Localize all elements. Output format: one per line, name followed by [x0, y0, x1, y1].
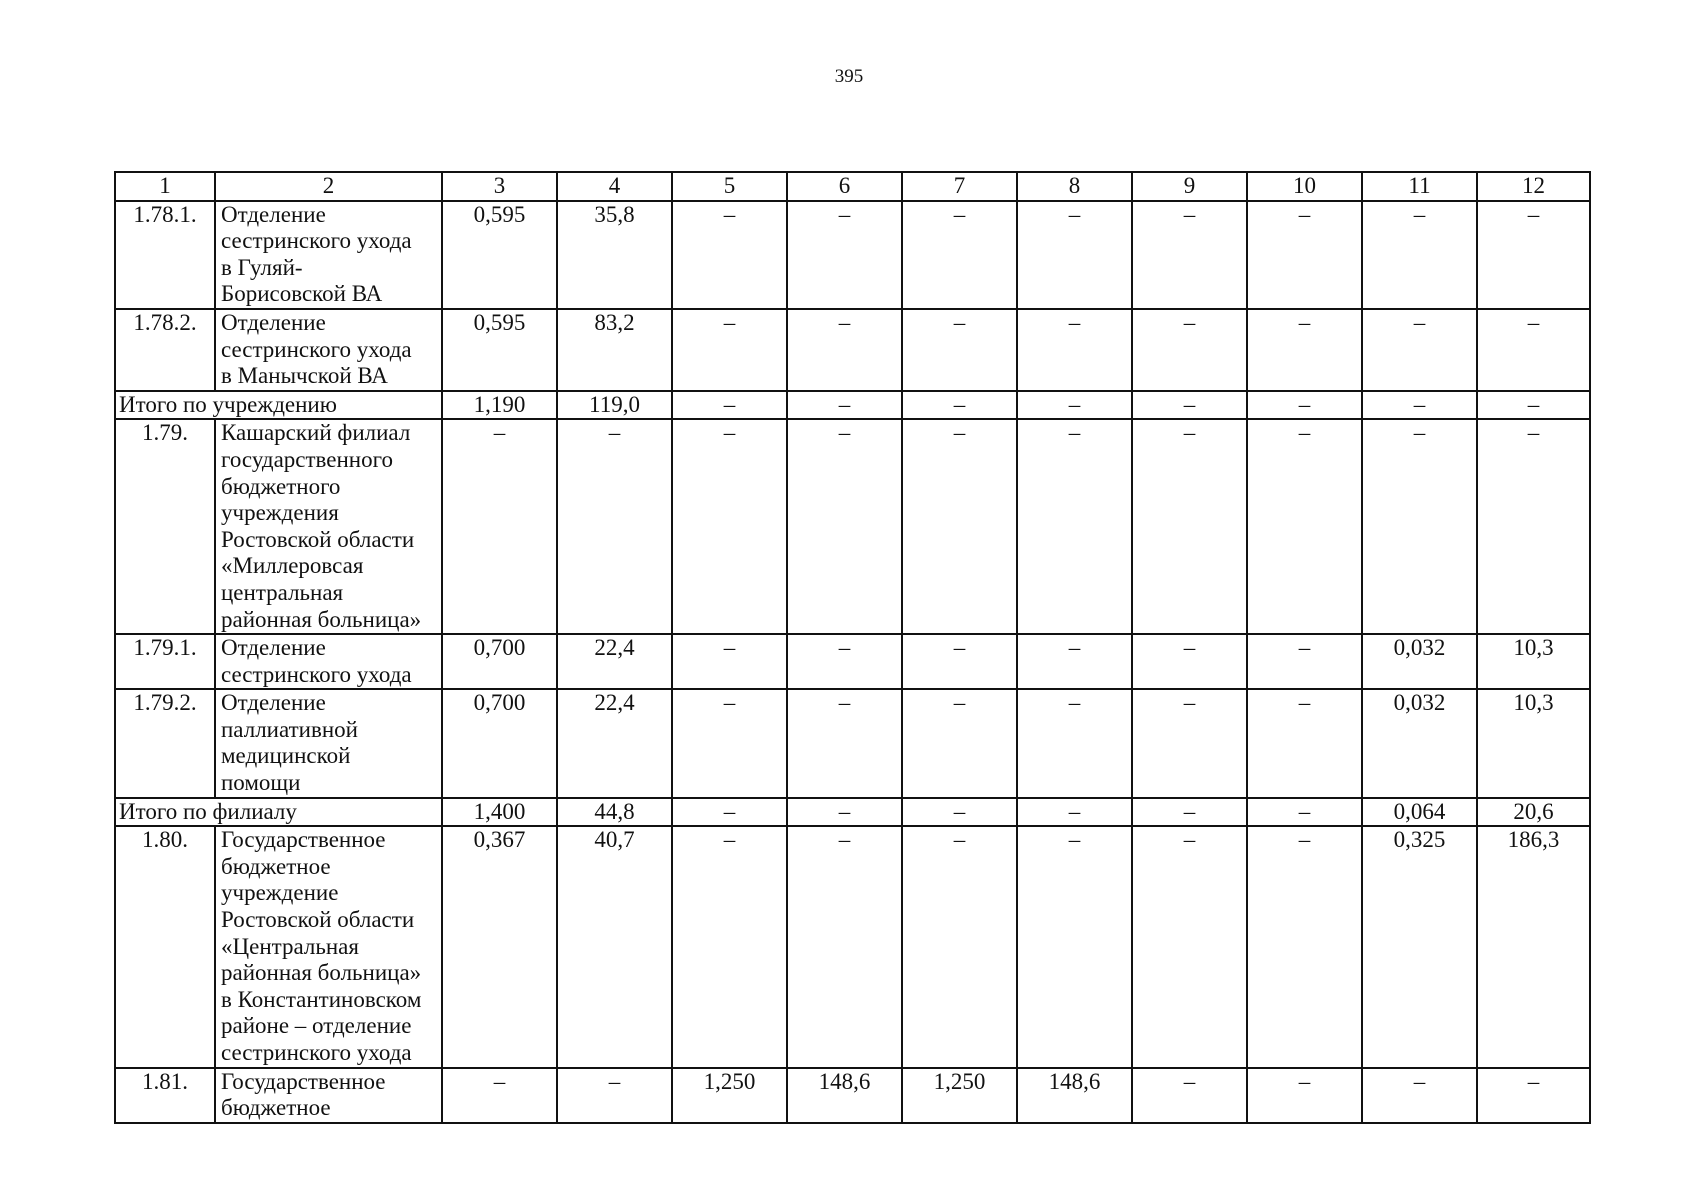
value-cell: 35,8	[557, 201, 672, 309]
value-cell: –	[557, 419, 672, 634]
name-line: сестринского ухода	[221, 1040, 412, 1065]
data-table	[114, 171, 1591, 1124]
value-cell: –	[1247, 689, 1362, 797]
value-cell: –	[1477, 201, 1590, 309]
column-header: 10	[1247, 172, 1362, 201]
value-cell: –	[1247, 391, 1362, 420]
name-line: Ростовской области	[221, 907, 415, 933]
row-number: 1.80.	[115, 826, 215, 1067]
value-cell: 0,064	[1362, 798, 1477, 827]
name-line: районная больница»	[221, 606, 422, 632]
value-cell: 40,7	[557, 826, 672, 1067]
value-cell: –	[1477, 391, 1590, 420]
value-cell: 148,6	[1017, 1068, 1132, 1123]
name-line: Борисовской ВА	[221, 281, 383, 307]
institution-name	[215, 201, 442, 309]
row-number: 1.81.	[115, 1068, 215, 1123]
value-cell: 10,3	[1477, 634, 1590, 689]
table-row	[115, 689, 1590, 797]
table-row	[115, 826, 1590, 1067]
value-cell: 148,6	[787, 1068, 902, 1123]
value-cell: –	[1017, 201, 1132, 309]
value-cell: 1,400	[442, 798, 557, 827]
name-line: бюджетного	[221, 473, 341, 499]
value-cell: –	[1017, 309, 1132, 391]
name-line: Кашарский филиал	[221, 420, 411, 446]
value-cell: –	[1477, 309, 1590, 391]
value-cell: –	[902, 798, 1017, 827]
value-cell: –	[787, 634, 902, 689]
value-cell: 0,700	[442, 689, 557, 797]
value-cell: –	[1362, 1068, 1477, 1123]
value-cell: –	[902, 826, 1017, 1067]
name-line: районная больница»	[221, 960, 422, 986]
name-line: учреждение	[221, 880, 339, 906]
name-line: сестринского ухода	[221, 336, 412, 362]
row-number: 1.78.2.	[115, 309, 215, 391]
name-line: сестринского ухода	[221, 661, 412, 687]
value-cell: –	[1247, 634, 1362, 689]
value-cell: 10,3	[1477, 689, 1590, 797]
value-cell: 0,325	[1362, 826, 1477, 1067]
value-cell: –	[787, 826, 902, 1067]
value-cell: –	[1017, 826, 1132, 1067]
name-line: бюджетное	[221, 853, 331, 879]
total-row	[115, 391, 1590, 420]
value-cell: –	[1362, 309, 1477, 391]
value-cell: –	[1247, 798, 1362, 827]
value-cell: –	[1477, 1068, 1590, 1123]
institution-name	[215, 634, 442, 689]
value-cell: –	[1477, 419, 1590, 634]
total-row	[115, 798, 1590, 827]
column-header: 12	[1477, 172, 1590, 201]
name-line: Отделение	[221, 309, 326, 335]
name-line: в Константиновском	[221, 986, 422, 1012]
value-cell: –	[1362, 419, 1477, 634]
column-header: 4	[557, 172, 672, 201]
table-row	[115, 1068, 1590, 1123]
name-line: районе – отделение	[221, 1013, 412, 1039]
value-cell: –	[1017, 391, 1132, 420]
table-row	[115, 201, 1590, 309]
row-number: 1.79.1.	[115, 634, 215, 689]
column-header: 7	[902, 172, 1017, 201]
value-cell: –	[902, 309, 1017, 391]
value-cell: 119,0	[557, 391, 672, 420]
name-line: Государственное	[221, 827, 386, 853]
value-cell: –	[902, 419, 1017, 634]
row-number: 1.79.2.	[115, 689, 215, 797]
column-header: 8	[1017, 172, 1132, 201]
value-cell: –	[787, 798, 902, 827]
value-cell: –	[1247, 419, 1362, 634]
name-line: в Манычской ВА	[221, 363, 388, 389]
table-row	[115, 419, 1590, 634]
value-cell: –	[787, 309, 902, 391]
name-line: в Гуляй-	[221, 254, 303, 280]
value-cell: 1,250	[902, 1068, 1017, 1123]
value-cell: –	[1017, 689, 1132, 797]
value-cell: –	[902, 201, 1017, 309]
name-line: сестринского ухода	[221, 228, 412, 254]
value-cell: –	[1132, 798, 1247, 827]
value-cell: 83,2	[557, 309, 672, 391]
name-line: «Центральная	[221, 933, 359, 959]
institution-name	[215, 1068, 442, 1123]
row-number: 1.78.1.	[115, 201, 215, 309]
value-cell: 22,4	[557, 634, 672, 689]
name-line: Ростовской области	[221, 526, 415, 552]
value-cell: –	[902, 634, 1017, 689]
name-line: государственного	[221, 446, 393, 472]
column-header: 3	[442, 172, 557, 201]
value-cell: 0,700	[442, 634, 557, 689]
value-cell: –	[672, 391, 787, 420]
value-cell: 1,250	[672, 1068, 787, 1123]
value-cell: –	[1017, 634, 1132, 689]
name-line: помощи	[221, 770, 301, 796]
value-cell: –	[787, 419, 902, 634]
value-cell: –	[442, 1068, 557, 1123]
value-cell: –	[1247, 309, 1362, 391]
value-cell: –	[1132, 634, 1247, 689]
value-cell: –	[672, 419, 787, 634]
value-cell: –	[672, 201, 787, 309]
name-line: паллиативной	[221, 716, 358, 742]
name-line: медицинской	[221, 743, 351, 769]
page-number: 395	[834, 66, 864, 87]
table-row	[115, 634, 1590, 689]
name-line: учреждения	[221, 500, 339, 526]
column-header: 2	[215, 172, 442, 201]
value-cell: –	[787, 689, 902, 797]
value-cell: –	[672, 689, 787, 797]
table-header-row	[115, 172, 1590, 201]
value-cell: –	[1247, 826, 1362, 1067]
value-cell: –	[442, 419, 557, 634]
row-number: 1.79.	[115, 419, 215, 634]
column-header: 11	[1362, 172, 1477, 201]
value-cell: –	[1017, 419, 1132, 634]
value-cell: –	[672, 634, 787, 689]
institution-name	[215, 689, 442, 797]
value-cell: –	[1132, 391, 1247, 420]
value-cell: 1,190	[442, 391, 557, 420]
value-cell: –	[1132, 826, 1247, 1067]
value-cell: 0,032	[1362, 634, 1477, 689]
value-cell: 44,8	[557, 798, 672, 827]
value-cell: 186,3	[1477, 826, 1590, 1067]
value-cell: 0,595	[442, 309, 557, 391]
value-cell: 0,032	[1362, 689, 1477, 797]
value-cell: –	[1132, 309, 1247, 391]
value-cell: 20,6	[1477, 798, 1590, 827]
value-cell: 0,595	[442, 201, 557, 309]
name-line: Отделение	[221, 690, 326, 716]
institution-name	[215, 309, 442, 391]
name-line: центральная	[221, 579, 344, 605]
name-line: «Миллеровсая	[221, 553, 364, 579]
column-header: 9	[1132, 172, 1247, 201]
value-cell: –	[672, 309, 787, 391]
value-cell: –	[672, 798, 787, 827]
value-cell: –	[902, 391, 1017, 420]
value-cell: –	[1362, 201, 1477, 309]
name-line: Отделение	[221, 635, 326, 661]
value-cell: –	[1132, 201, 1247, 309]
value-cell: –	[1247, 201, 1362, 309]
column-header: 1	[115, 172, 215, 201]
table-row	[115, 309, 1590, 391]
total-label: Итого по учреждению	[115, 391, 442, 420]
name-line: Государственное	[221, 1068, 386, 1094]
value-cell: –	[1132, 1068, 1247, 1123]
value-cell: –	[1362, 391, 1477, 420]
total-label: Итого по филиалу	[115, 798, 442, 827]
value-cell: –	[557, 1068, 672, 1123]
value-cell: –	[787, 201, 902, 309]
name-line: бюджетное	[221, 1095, 331, 1121]
value-cell: –	[1247, 1068, 1362, 1123]
value-cell: –	[787, 391, 902, 420]
column-header: 6	[787, 172, 902, 201]
column-header: 5	[672, 172, 787, 201]
value-cell: –	[1132, 419, 1247, 634]
name-line: Отделение	[221, 201, 326, 227]
institution-name	[215, 826, 442, 1067]
value-cell: –	[672, 826, 787, 1067]
value-cell: 22,4	[557, 689, 672, 797]
value-cell: 0,367	[442, 826, 557, 1067]
value-cell: –	[1017, 798, 1132, 827]
value-cell: –	[902, 689, 1017, 797]
value-cell: –	[1132, 689, 1247, 797]
institution-name	[215, 419, 442, 634]
